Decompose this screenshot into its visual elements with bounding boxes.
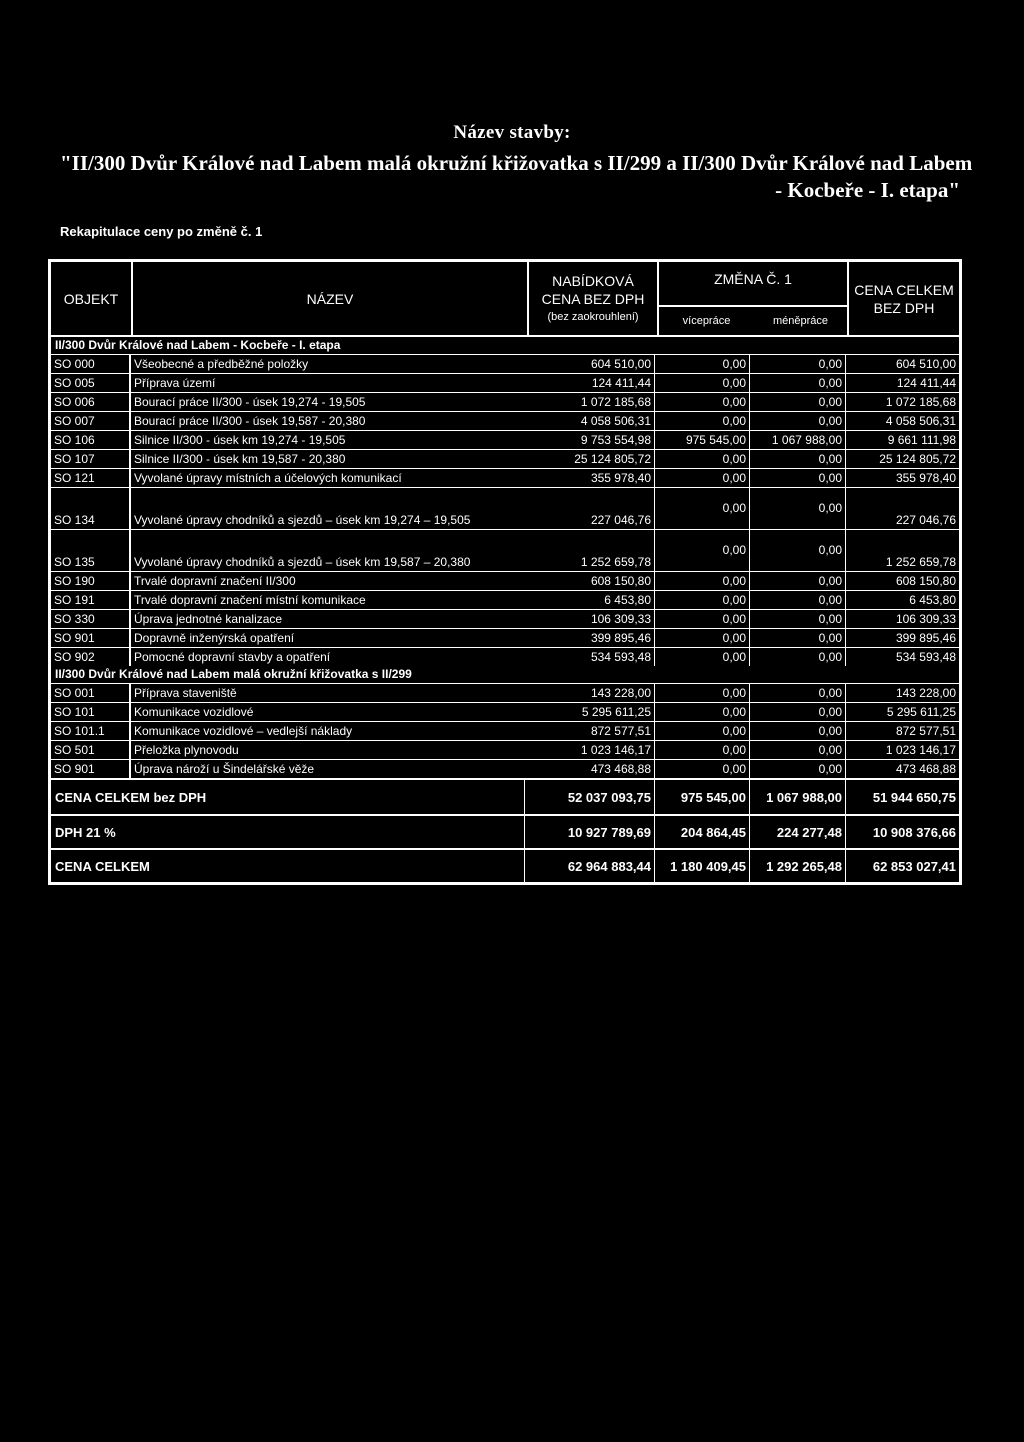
object-code: SO 121 [51,469,131,487]
object-code: SO 902 [51,648,131,666]
extra-work-value: 0,00 [655,684,750,702]
header-total-line-1: CENA CELKEM [854,281,954,298]
section-title: II/300 Dvůr Králové nad Labem - Kocbeře - I. etapa [48,337,962,354]
header-extra-work: vícepráce [682,315,731,327]
less-work-value: 0,00 [750,355,846,373]
total-extra-work: 204 864,45 [655,816,750,848]
extra-work-value: 0,00 [655,450,750,468]
recap-subtitle: Rekapitulace ceny po změně č. 1 [60,224,263,239]
table-row [48,411,962,430]
total-price: 143 228,00 [895,686,956,700]
offer-price: 9 753 554,98 [525,431,655,449]
header-nazev: NÁZEV [306,290,354,307]
object-name: Pomocné dopravní stavby a opatření [134,650,331,664]
object-name: Trvalé dopravní značení místní komunikace [134,593,366,607]
table-row [48,468,962,487]
object-name: Komunikace vozidlové – vedlejší náklady [134,724,353,738]
offer-price: 143 228,00 [525,684,655,702]
extra-work-value: 0,00 [655,374,750,392]
object-name: Přeložka plynovodu [134,743,239,757]
offer-price: 473 468,88 [525,760,655,778]
header-offer-price [529,262,657,335]
less-work-value: 0,00 [750,703,846,721]
object-name: Silnice II/300 - úsek km 19,274 - 19,505 [134,433,346,447]
total-price: 4 058 506,31 [885,414,956,428]
extra-work-value: 0,00 [655,610,750,628]
less-work-value: 0,00 [750,684,846,702]
total-label: CENA CELKEM bez DPH [51,780,525,814]
table-body [48,337,962,778]
less-work-value: 0,00 [750,648,846,666]
table-row [48,571,962,590]
object-code: SO 330 [51,610,131,628]
header-change: ZMĚNA Č. 1 [714,270,792,287]
total-price: 473 468,88 [895,762,956,776]
offer-price: 4 058 506,31 [525,412,655,430]
object-name: Úprava nároží u Šindelářské věže [134,762,315,776]
object-name: Trvalé dopravní značení II/300 [134,574,296,588]
extra-work-value: 0,00 [655,355,750,373]
header-total-price [849,262,959,335]
table-row [48,759,962,778]
table-row [48,354,962,373]
less-work-value: 0,00 [750,488,846,529]
extra-work-value: 975 545,00 [655,431,750,449]
total-offer-price: 52 037 093,75 [525,780,655,814]
offer-price: 124 411,44 [525,374,655,392]
object-code: SO 000 [51,355,131,373]
total-less-work: 224 277,48 [750,816,846,848]
offer-price: 399 895,46 [525,629,655,647]
offer-price: 25 124 805,72 [525,450,655,468]
header-objekt: OBJEKT [63,290,119,307]
header-offer-line-2: CENA BEZ DPH [541,290,645,307]
total-price: 25 124 805,72 [879,452,956,466]
object-code: SO 191 [51,591,131,609]
less-work-value: 0,00 [750,469,846,487]
offer-price: 534 593,48 [525,648,655,666]
object-name: Vyvolané úpravy místních a účelových komunikací [134,471,402,485]
extra-work-value: 0,00 [655,703,750,721]
extra-work-value: 0,00 [655,412,750,430]
less-work-value: 0,00 [750,374,846,392]
less-work-value: 0,00 [750,572,846,590]
object-code: SO 005 [51,374,131,392]
object-name: Dopravně inženýrská opatření [134,631,295,645]
header-offer-line-1: NABÍDKOVÁ [552,272,634,289]
total-price: 227 046,76 [895,513,956,527]
project-title-line-1: "II/300 Dvůr Králové nad Labem malá okružní křižovatka s II/299 a II/300 Dvůr Králové nad Labem [60,151,973,175]
table-row [48,449,962,468]
object-name: Úprava jednotné kanalizace [134,612,283,626]
total-price: 608 150,80 [895,574,956,588]
less-work-value: 0,00 [750,393,846,411]
total-price: 1 072 185,68 [885,395,956,409]
grand-total: 10 908 376,66 [872,824,956,840]
object-code: SO 134 [51,488,131,529]
construction-name-label: Název stavby: [453,122,571,143]
less-work-value: 0,00 [750,450,846,468]
total-price: 534 593,48 [895,650,956,664]
section-title: II/300 Dvůr Králové nad Labem malá okružní křižovatka s II/299 [48,666,962,683]
object-code: SO 001 [51,684,131,702]
extra-work-value: 0,00 [655,629,750,647]
table-row [48,529,962,571]
object-code: SO 107 [51,450,131,468]
object-code: SO 901 [51,760,131,778]
grand-total: 62 853 027,41 [872,858,956,874]
table-header [48,259,962,337]
table-row [48,392,962,411]
object-name: Bourací práce II/300 - úsek 19,587 - 20,380 [134,414,366,428]
table-row [48,430,962,449]
total-price: 399 895,46 [895,631,956,645]
offer-price: 604 510,00 [525,355,655,373]
object-name: Všeobecné a předběžné položky [134,357,309,371]
object-name: Vyvolané úpravy chodníků a sjezdů – úsek km 19,587 – 20,380 [134,555,471,569]
object-code: SO 135 [51,530,131,571]
table-row [48,647,962,666]
less-work-value: 0,00 [750,629,846,647]
extra-work-value: 0,00 [655,741,750,759]
table-row [48,609,962,628]
total-label: DPH 21 % [51,816,525,848]
total-price: 1 252 659,78 [885,555,956,569]
grand-total: 51 944 650,75 [872,789,956,805]
extra-work-value: 0,00 [655,722,750,740]
total-label: CENA CELKEM [51,850,525,882]
table-row [48,683,962,702]
table-row [48,702,962,721]
total-price: 604 510,00 [895,357,956,371]
less-work-value: 0,00 [750,530,846,571]
offer-price: 608 150,80 [525,572,655,590]
table-row [48,590,962,609]
total-price: 124 411,44 [896,376,956,390]
object-code: SO 101.1 [51,722,131,740]
less-work-value: 0,00 [750,741,846,759]
object-code: SO 901 [51,629,131,647]
extra-work-value: 0,00 [655,572,750,590]
total-price: 872 577,51 [895,724,956,738]
total-price: 355 978,40 [895,471,956,485]
total-offer-price: 10 927 789,69 [525,816,655,848]
offer-price: 1 252 659,78 [525,530,655,571]
less-work-value: 0,00 [750,412,846,430]
offer-price: 6 453,80 [525,591,655,609]
object-code: SO 190 [51,572,131,590]
table-row [48,487,962,529]
offer-price: 355 978,40 [525,469,655,487]
less-work-value: 0,00 [750,760,846,778]
total-row [48,814,962,848]
table-row [48,628,962,647]
total-row [48,780,962,814]
extra-work-value: 0,00 [655,469,750,487]
offer-price: 1 023 146,17 [525,741,655,759]
total-price: 5 295 611,25 [886,705,956,719]
header-total-line-2: BEZ DPH [873,299,935,316]
offer-price: 106 309,33 [525,610,655,628]
total-less-work: 1 292 265,48 [750,850,846,882]
object-name: Příprava staveniště [134,686,237,700]
object-name: Silnice II/300 - úsek km 19,587 - 20,380 [134,452,346,466]
offer-price: 5 295 611,25 [525,703,655,721]
less-work-value: 0,00 [750,722,846,740]
total-less-work: 1 067 988,00 [750,780,846,814]
price-recap-table [48,259,962,885]
total-price: 9 661 111,98 [887,433,956,447]
extra-work-value: 0,00 [655,393,750,411]
extra-work-value: 0,00 [655,760,750,778]
table-row [48,740,962,759]
header-offer-line-3: (bez zaokrouhlení) [547,310,639,323]
less-work-value: 0,00 [750,591,846,609]
extra-work-value: 0,00 [655,648,750,666]
header-less-work: méněpráce [772,315,829,327]
object-code: SO 106 [51,431,131,449]
total-extra-work: 1 180 409,45 [655,850,750,882]
offer-price: 872 577,51 [525,722,655,740]
object-name: Vyvolané úpravy chodníků a sjezdů – úsek km 19,274 – 19,505 [134,513,471,527]
table-totals [48,778,962,885]
project-title-line-2: - Kocbeře - I. etapa" [775,178,960,202]
less-work-value: 0,00 [750,610,846,628]
object-name: Příprava území [134,376,216,390]
less-work-value: 1 067 988,00 [750,431,846,449]
total-offer-price: 62 964 883,44 [525,850,655,882]
table-row [48,373,962,392]
object-code: SO 101 [51,703,131,721]
extra-work-value: 0,00 [655,488,750,529]
extra-work-value: 0,00 [655,530,750,571]
object-code: SO 006 [51,393,131,411]
total-price: 106 309,33 [895,612,956,626]
table-row [48,721,962,740]
object-code: SO 501 [51,741,131,759]
offer-price: 227 046,76 [525,488,655,529]
offer-price: 1 072 185,68 [525,393,655,411]
total-price: 6 453,80 [909,593,956,607]
object-name: Bourací práce II/300 - úsek 19,274 - 19,505 [134,395,366,409]
total-price: 1 023 146,17 [885,743,956,757]
object-name: Komunikace vozidlové [134,705,254,719]
total-extra-work: 975 545,00 [655,780,750,814]
total-row [48,848,962,885]
object-code: SO 007 [51,412,131,430]
extra-work-value: 0,00 [655,591,750,609]
